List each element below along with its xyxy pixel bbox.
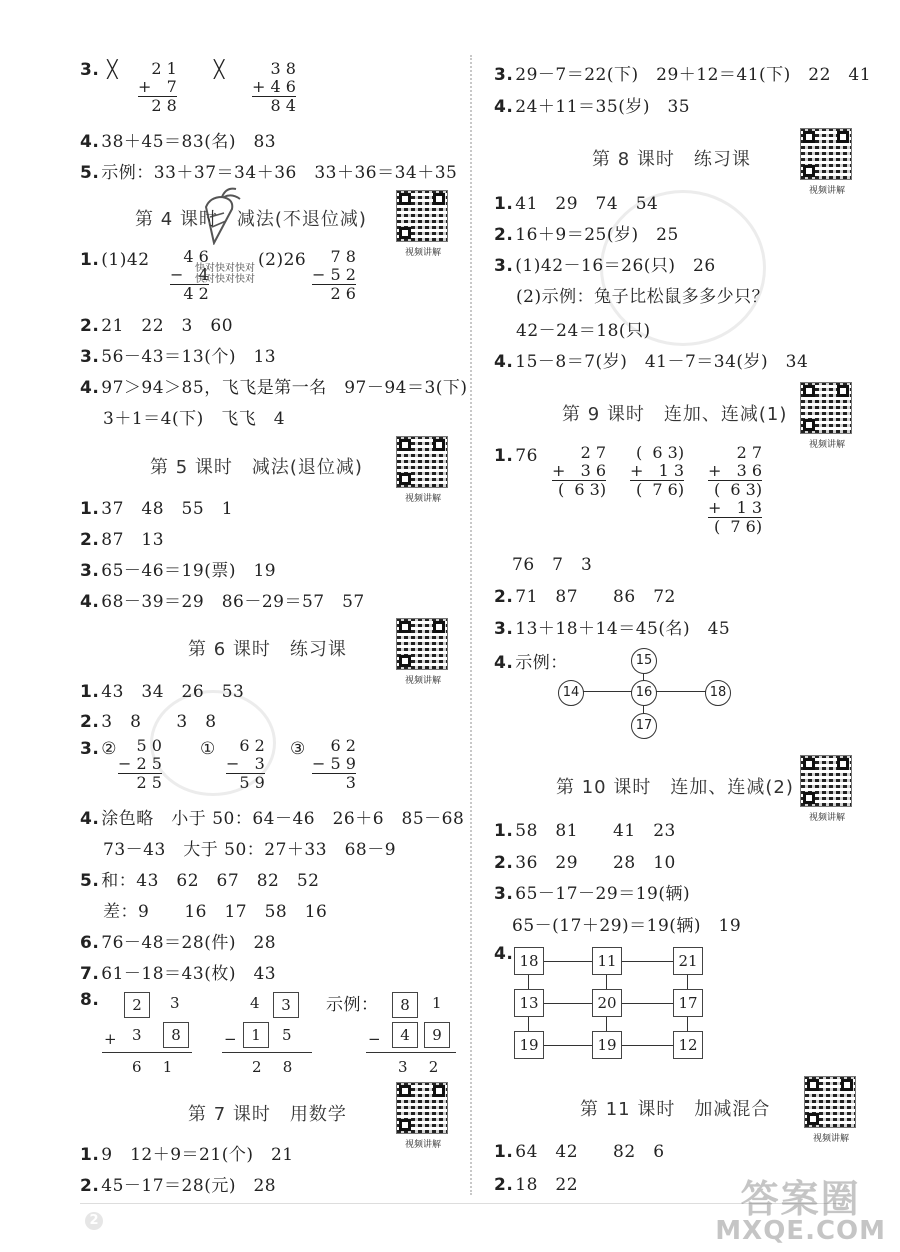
qr-caption: 视频讲解 bbox=[808, 186, 845, 196]
grid-cell: 19 bbox=[514, 1031, 544, 1059]
l7-q1: 1. 9 12＋9＝21(个) 21 bbox=[80, 1145, 294, 1165]
digit: 3 bbox=[132, 1026, 143, 1044]
l6-q8: 8. bbox=[80, 990, 100, 1010]
l10-q4: 4. bbox=[494, 944, 514, 964]
wrong-mark: ╳ bbox=[107, 60, 118, 80]
qr-code-icon[interactable] bbox=[800, 382, 852, 434]
plus-sign: + bbox=[104, 1030, 118, 1048]
number-circle: 17 bbox=[631, 713, 657, 739]
grid-cell: 21 bbox=[673, 947, 703, 975]
digit-box: 1 bbox=[243, 1022, 269, 1048]
digit: 4 bbox=[250, 994, 261, 1012]
digit: 1 bbox=[432, 994, 443, 1012]
l6-q6: 6. 76－48＝28(件) 28 bbox=[80, 933, 277, 953]
page-number bbox=[85, 1212, 103, 1230]
l4-q2: 2. 21 22 3 60 bbox=[80, 316, 234, 336]
l9-q2: 2. 71 87 86 72 bbox=[494, 587, 676, 607]
l6-q5: 5. 和：43 62 67 82 52 bbox=[80, 871, 320, 891]
sum-line bbox=[366, 1052, 456, 1053]
left-q4: 4. 38＋45＝83(名) 83 bbox=[80, 132, 277, 152]
digit-box: 2 bbox=[124, 992, 150, 1018]
digit-box: 3 bbox=[273, 992, 299, 1018]
l6-q4: 4. 涂色略 小于 50：64－46 26＋6 85－68 bbox=[80, 809, 465, 829]
l6-q1: 1. 43 34 26 53 bbox=[80, 682, 245, 702]
l10-q1: 1. 58 81 41 23 bbox=[494, 821, 676, 841]
number-circle: 18 bbox=[705, 680, 731, 706]
l8-q3: 3. (1)42－16＝26(只) 26 bbox=[494, 256, 716, 276]
qr-code-lesson-9[interactable] bbox=[800, 382, 854, 450]
grid-cell: 11 bbox=[592, 947, 622, 975]
watermark-url: MXQE.COM bbox=[715, 1216, 886, 1246]
l8-q4: 4. 15－8＝7(岁) 41－7＝34(岁) 34 bbox=[494, 352, 809, 372]
vertical-calc-78-52: 7 8 − 5 2 2 6 bbox=[312, 247, 356, 303]
qr-code-lesson-8[interactable] bbox=[800, 128, 854, 196]
example-label: 示例： bbox=[326, 995, 379, 1015]
l9-q4: 4. 示例： bbox=[494, 653, 568, 673]
sum-line bbox=[102, 1052, 192, 1053]
qr-caption: 视频讲解 bbox=[808, 440, 845, 450]
qr-code-icon[interactable] bbox=[396, 1082, 448, 1134]
l5-q4: 4. 68－39＝29 86－29＝57 57 bbox=[80, 592, 365, 612]
qr-code-icon[interactable] bbox=[396, 436, 448, 488]
site-watermark bbox=[715, 1177, 886, 1246]
vertical-calc-62-3: 6 2 − 3 5 9 bbox=[226, 736, 265, 792]
l11-q1: 1. 64 42 82 6 bbox=[494, 1142, 665, 1162]
qr-code-icon[interactable] bbox=[396, 190, 448, 242]
l8-q3-part2: (2)示例：兔子比松鼠多多少只？ bbox=[516, 287, 770, 307]
vertical-calc-27-36-13: 2 7 + 3 6 ( 6 3) + 1 3 ( 7 6) bbox=[708, 443, 763, 536]
qr-caption: 视频讲解 bbox=[404, 1140, 441, 1150]
l6-q4-cont: 73－43 大于 50：27＋33 68－9 bbox=[103, 840, 397, 860]
grid-cell: 20 bbox=[592, 989, 622, 1017]
l5-q3: 3. 65－46＝19(票) 19 bbox=[80, 561, 277, 581]
qr-code-icon[interactable] bbox=[804, 1076, 856, 1128]
vertical-calc-62-59: 6 2 − 5 9 3 bbox=[312, 736, 356, 792]
l4-q4: 4. 97＞94＞85，飞飞是第一名 97－94＝3(下) bbox=[80, 378, 468, 398]
qr-caption: 视频讲解 bbox=[404, 676, 441, 686]
grid-cell: 17 bbox=[673, 989, 703, 1017]
l8-q1: 1. 41 29 74 54 bbox=[494, 194, 659, 214]
wrong-mark: ╳ bbox=[214, 60, 225, 80]
column-divider bbox=[470, 55, 472, 1195]
qr-code-icon[interactable] bbox=[396, 618, 448, 670]
l6-q2: 2. 3 8 3 8 bbox=[80, 712, 217, 732]
number-circle: 16 bbox=[631, 680, 657, 706]
left-q3-mark2 bbox=[214, 60, 225, 80]
page-number-badge: 2 bbox=[85, 1212, 103, 1230]
grid-cell: 19 bbox=[592, 1031, 622, 1059]
l10-q3: 3. 65－17－29＝19(辆) bbox=[494, 884, 691, 904]
digit-box: 4 bbox=[392, 1022, 418, 1048]
l7-q2: 2. 45－17＝28(元) 28 bbox=[80, 1176, 277, 1196]
digit-box: 8 bbox=[163, 1022, 189, 1048]
l4-q1: 1. (1)42 bbox=[80, 250, 150, 270]
number-circle: 14 bbox=[558, 680, 584, 706]
l6-q5-cont: 差：9 16 17 58 16 bbox=[103, 902, 328, 922]
l5-q2: 2. 87 13 bbox=[80, 530, 165, 550]
overlay-text: 快对快对快对 bbox=[195, 263, 255, 274]
qr-code-icon[interactable] bbox=[800, 755, 852, 807]
l9-q1: 1. 76 bbox=[494, 446, 538, 466]
l9-q1-answers: 76 7 3 bbox=[512, 555, 593, 575]
qr-caption: 视频讲解 bbox=[404, 494, 441, 504]
lesson-6-heading: 第 6 课时 练习课 bbox=[188, 639, 347, 660]
qr-caption: 视频讲解 bbox=[808, 813, 845, 823]
digit: 5 bbox=[282, 1026, 293, 1044]
qr-caption: 视频讲解 bbox=[404, 248, 441, 258]
qr-code-lesson-10[interactable] bbox=[800, 755, 854, 823]
number-circle: 15 bbox=[631, 648, 657, 674]
qr-code-lesson-5[interactable] bbox=[396, 436, 450, 504]
digit: 6 1 bbox=[132, 1058, 173, 1076]
l8-q2: 2. 16＋9＝25(岁) 25 bbox=[494, 225, 679, 245]
watermark-title: 答案圈 bbox=[740, 1177, 861, 1221]
grid-cell: 12 bbox=[673, 1031, 703, 1059]
right-q3: 3. 29－7＝22(下) 29＋12＝41(下) 22 41 bbox=[494, 65, 872, 85]
digit: 3 2 bbox=[398, 1058, 439, 1076]
l6-q3: 3. ② bbox=[80, 739, 118, 759]
qr-caption: 视频讲解 bbox=[812, 1134, 849, 1144]
l4-q3: 3. 56－43＝13(个) 13 bbox=[80, 347, 277, 367]
minus-sign: − bbox=[368, 1030, 382, 1048]
l11-q2: 2. 18 22 bbox=[494, 1175, 579, 1195]
l6-q3-c2: ① bbox=[200, 739, 216, 759]
grid-cell: 18 bbox=[514, 947, 544, 975]
qr-code-lesson-6[interactable] bbox=[396, 618, 450, 686]
left-q5: 5. 示例：33＋37＝34＋36 33＋36＝34＋35 bbox=[80, 163, 458, 183]
vertical-calc-50-25: 5 0 − 2 5 2 5 bbox=[118, 736, 162, 792]
digit: 3 bbox=[170, 994, 181, 1012]
qr-code-icon[interactable] bbox=[800, 128, 852, 180]
vertical-calc-21-7: 2 1 + 7 2 8 bbox=[138, 59, 177, 115]
overlay-text: 快对快对快对 bbox=[195, 274, 255, 285]
right-q4: 4. 24＋11＝35(岁) 35 bbox=[494, 97, 691, 117]
lesson-10-heading: 第 10 课时 连加、连减(2) bbox=[556, 777, 794, 798]
lesson-7-heading: 第 7 课时 用数学 bbox=[188, 1104, 347, 1125]
qr-code-lesson-4[interactable] bbox=[396, 190, 450, 258]
left-q3: 3. ╳ bbox=[80, 60, 118, 80]
digit-box: 9 bbox=[424, 1022, 450, 1048]
l8-q3-part2-answer: 42－24＝18(只) bbox=[516, 321, 651, 341]
lesson-4-heading: 第 4 课时 减法(不退位减) bbox=[135, 209, 367, 230]
vertical-calc-27-36: 2 7 + 3 6 ( 6 3) bbox=[552, 443, 607, 499]
l10-q3-alt: 65－(17＋29)＝19(辆) 19 bbox=[512, 916, 742, 936]
vertical-calc-38-46: 3 8 + 4 6 8 4 bbox=[252, 59, 296, 115]
lesson-8-heading: 第 8 课时 练习课 bbox=[592, 149, 751, 170]
l5-q1: 1. 37 48 55 1 bbox=[80, 499, 234, 519]
l10-q2: 2. 36 29 28 10 bbox=[494, 853, 676, 873]
lesson-11-heading: 第 11 课时 加减混合 bbox=[580, 1099, 771, 1120]
grid-cell: 13 bbox=[514, 989, 544, 1017]
qr-code-lesson-7[interactable] bbox=[396, 1082, 450, 1150]
vertical-calc-46-4: 4 6 − 4 4 2 bbox=[170, 247, 209, 303]
minus-sign: − bbox=[224, 1030, 238, 1048]
l4-q1-part2: (2)26 bbox=[258, 250, 307, 270]
vertical-calc-63-13: ( 6 3) + 1 3 ( 7 6) bbox=[630, 443, 685, 499]
lesson-5-heading: 第 5 课时 减法(退位减) bbox=[150, 457, 363, 478]
l9-q3: 3. 13＋18＋14＝45(名) 45 bbox=[494, 619, 731, 639]
digit-box: 8 bbox=[392, 992, 418, 1018]
l6-q7: 7. 61－18＝43(枚) 43 bbox=[80, 964, 277, 984]
digit: 2 8 bbox=[252, 1058, 293, 1076]
lesson-9-heading: 第 9 课时 连加、连减(1) bbox=[562, 404, 788, 425]
qr-code-lesson-11[interactable] bbox=[804, 1076, 858, 1144]
l6-q3-c3: ③ bbox=[290, 739, 306, 759]
sum-line bbox=[222, 1052, 312, 1053]
l4-q4-cont: 3＋1＝4(下) 飞飞 4 bbox=[103, 409, 286, 429]
